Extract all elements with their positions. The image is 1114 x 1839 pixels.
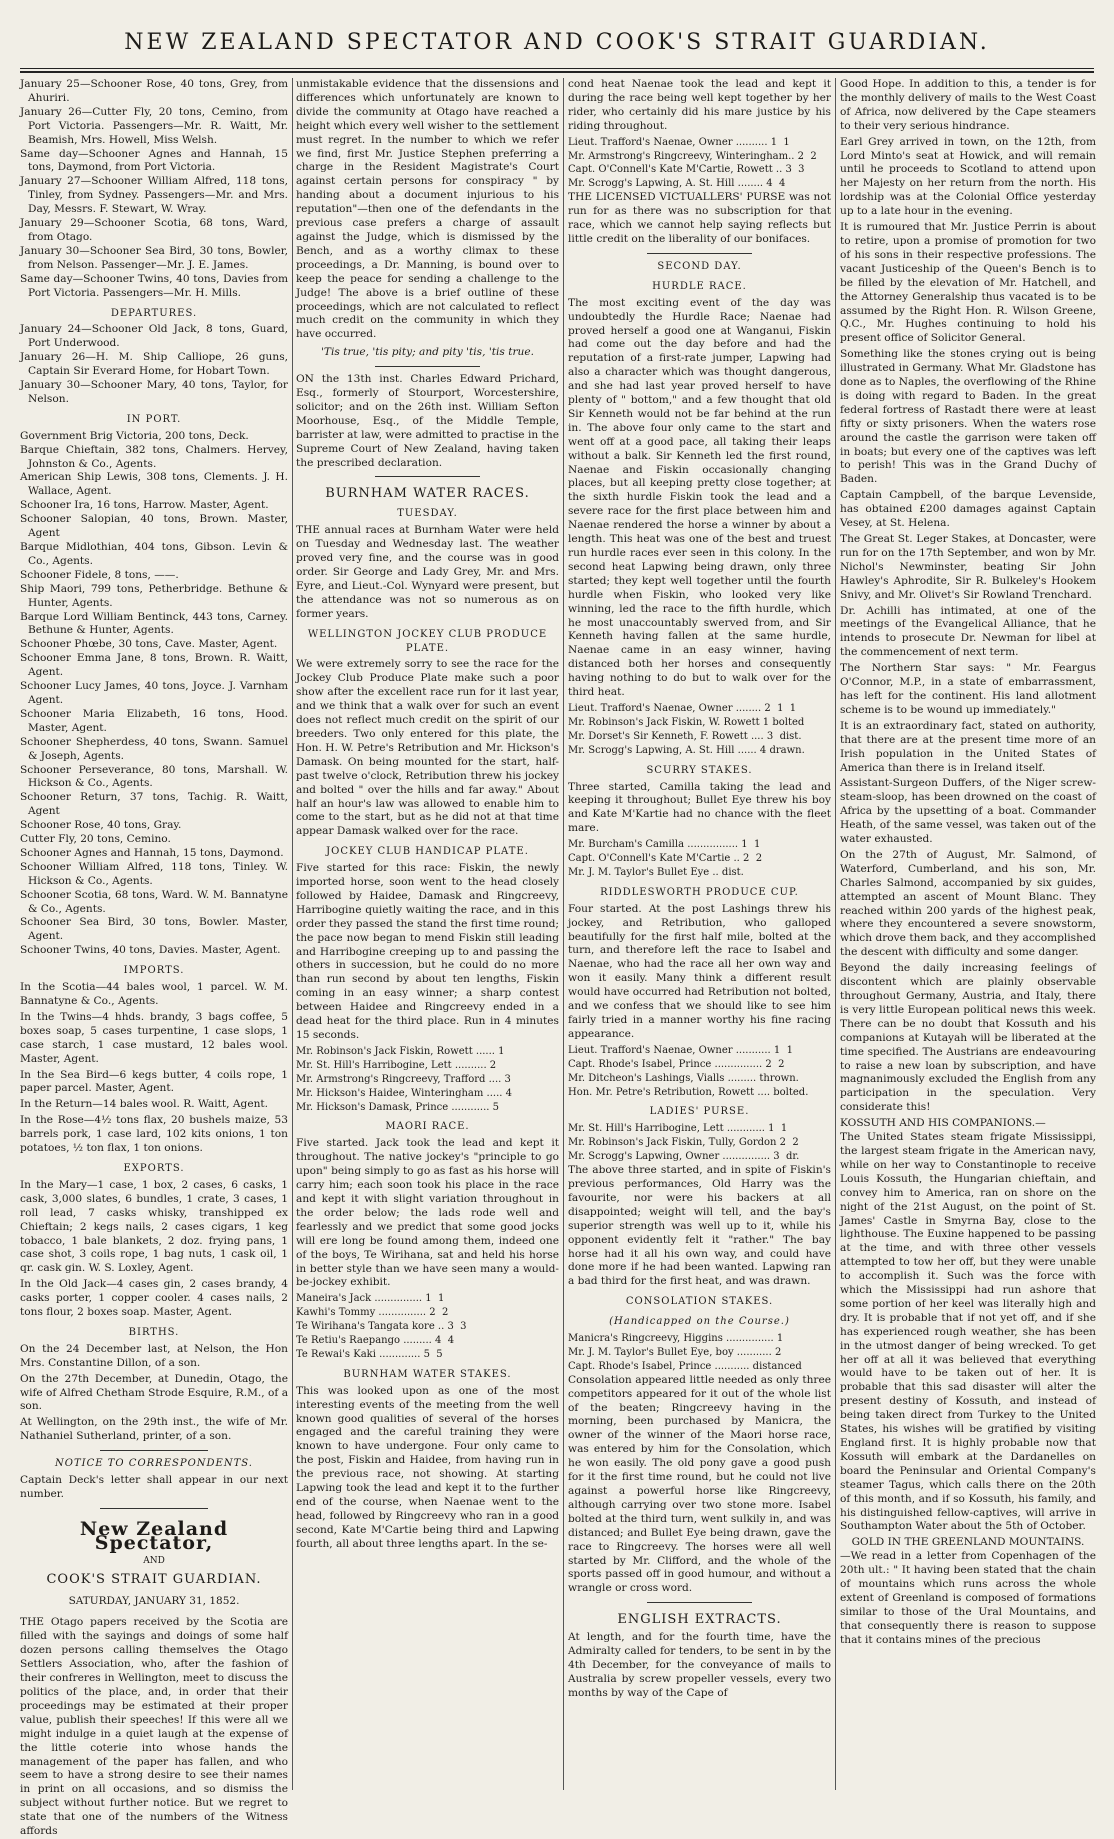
news-paragraph: Assistant-Surgeon Duffers, of the Niger screw-steam-sloop, has been drowned on the coast of Africa by the upsetting of a boat. Commander Heath, of the same vessel, was taken out of the water exhausted. xyxy=(840,777,1096,846)
import-entry: In the Sea Bird—6 kegs butter, 4 coils rope, 1 paper parcel. Master, Agent. xyxy=(20,1068,288,1095)
paper-nameplate: New Zealand Spectator, xyxy=(79,1517,229,1554)
shipping-entry: Schooner Phœbe, 30 tons, Cave. Master, Agent. xyxy=(20,638,278,651)
maori-race-heading: MAORI RACE. xyxy=(385,1121,470,1133)
section-divider xyxy=(375,366,480,367)
result-line: Lieut. Trafford's Naenae, Owner ........... 1 1 xyxy=(568,1044,793,1056)
shipping-entry: Barque Midlothian, 404 tons, Gibson. Levin & Co., Agents. xyxy=(20,541,288,567)
paper-nameplate-and: AND xyxy=(143,1555,165,1566)
handicap-text: Five started for this race: Fiskin, the newly imported horse, soon went to the head closely followed by Haidee, Damask and Ringcreevy, Harribogine quietly waiting the race, and in this order they passed the stand the first time round; the pace now began to mend Fiskin still leading and Harribogine creeping up to and passing the others in succession, but he could do no more than run second by about ten lengths, Fiskin coming in an easy winner; a sharp contest between Haidee and Ringcreevy ended in a dead heat for the third place. Run in 4 minutes 15 seconds. xyxy=(296,862,559,1041)
notice-text: Captain Deck's letter shall appear in our next number. xyxy=(20,1474,288,1500)
shipping-entry: Schooner Lucy James, 40 tons, Joyce. J. Varnham Agent. xyxy=(20,680,288,706)
produce-plate-text: We were extremely sorry to see the race for the Jockey Club Produce Plate make such a poor show after the excellent race run for it last year, and we think that a walk over for such an event does not reflect much credit on the spirit of our breeders. Two only entered for this plate, the Hon. H. W. Petre's Retribution and Mr. Hickson's Damask. On being mounted for the start, half-past twelve o'clock, Retribution threw his jockey and bolted " over the hills and far away." About half an hour's law was allowed to enable him to come to the start, but as he did not at that time appear Damask walked over for the race. xyxy=(296,658,559,838)
news-paragraph: It is an extraordinary fact, stated on authority, that there are at the present time more of an Irish population in the United States of America than there is in Ireland itself. xyxy=(840,719,1096,774)
import-entry: In the Return—14 bales wool. R. Waitt, Agent. xyxy=(20,1098,269,1111)
result-line: Capt. O'Connell's Kate M'Cartie, Rowett .. 3 3 xyxy=(568,164,805,176)
births-heading: BIRTHS. xyxy=(128,1326,180,1338)
shipping-entry: Government Brig Victoria, 200 tons, Deck. xyxy=(20,429,249,442)
shipping-entry: Barque Lord William Bentinck, 443 tons, Carney. Bethune & Hunter, Agents. xyxy=(20,610,288,637)
section-divider xyxy=(100,1508,207,1509)
result-line: Mr. J. M. Taylor's Bullet Eye .. dist. xyxy=(568,866,744,878)
imports-heading: IMPORTS. xyxy=(123,965,185,977)
issue-date: SATURDAY, JANUARY 31, 1852. xyxy=(68,1594,240,1607)
import-entry: In the Twins—4 hhds. brandy, 3 bags coffee, 5 boxes soap, 5 cases turpentine, 1 case slops, 1 case starch, 1 case mustard, 12 bales wool. Master, Agent. xyxy=(20,1010,288,1065)
result-line: Mr. Burcham's Camilla ................ 1 1 xyxy=(568,839,761,851)
column-2 xyxy=(296,78,559,1800)
scurry-heading: SCURRY STAKES. xyxy=(646,764,753,776)
result-line: Mr. Armstrong's Ringcreevy, Winteringham.. 2 2 xyxy=(568,150,817,162)
result-line: Maneira's Jack ............... 1 1 xyxy=(296,1293,445,1305)
shipping-entry: American Ship Lewis, 308 tons, Clements. J. H. Wallace, Agent. xyxy=(20,471,288,498)
hurdle-race-text: The most exciting event of the day was undoubtedly the Hurdle Race; Naenae had proved herself a good one at Wanganui, Fiskin had come out the day before and had the reputation of a first-rate jumper, Lapwing had also a character which was thought dangerous, and she had last year proved herself to have plenty of " bottom," and a few thought that old Sir Kenneth would not be far behind at the run in. The above four only came to the start and went off at a good pace, all taking their leaps without a balk. Sir Kenneth led the first round, Naenae and Fiskin occasionally changing places, but all keeping pretty close together; at the sixth hurdle Fiskin took the lead and a severe race for the first place between him and Naenae rendered the horse a winner by about a length. This heat was one of the best and truest run hurdle races ever seen in this colony. In the second heat Lapwing being drawn, only three started; they kept well together until the fourth hurdle when Fiskin, who looked very like winning, led the race to the fifth hurdle, which he most unaccountably swerved from, and Sir Kenneth having fallen at the same hurdle, Naenae came in an easy winner, having distanced both her horses and consequently having nothing to do but to walk over for the third heat. xyxy=(568,296,831,699)
races-heading: BURNHAM WATER RACES. xyxy=(325,486,530,502)
tuesday-heading: TUESDAY. xyxy=(397,508,458,520)
shipping-entry: Schooner Ira, 16 tons, Harrow. Master, Agent. xyxy=(20,499,269,512)
shipping-entry: January 26—H. M. Ship Calliope, 26 guns, Captain Sir Everard Home, for Hobart Town. xyxy=(20,351,288,378)
result-line: Mr. Hickson's Haidee, Winteringham ..... 4 xyxy=(296,1087,512,1099)
news-paragraph: The United States steam frigate Mississippi, the largest steam frigate in the American navy, while on her way to Constantinople to receive Louis Kossuth, the Hungarian chieftain, and convey him to America, ran on shore on the night of the 21st August, on the point of St. James' Castle in Smyrna Bay, close to the lighthouse. The Euxine happened to be passing at the time, and with three other vessels attempted to tow her off, but they were unable to accomplish it. Such was the force with which the Mississippi had run ashore that some portion of her keel was literally high and dry. It is probable that if not yet off, and if she has experienced rough weather, she has been in the utmost danger of being wrecked. To get her off at all it was believed that everything would have to be taken out of her. It is probable that this sad disaster will alter the present destiny of Kossuth, and instead of being taken direct from Turkey to the United States, his wishes will be gratified by visiting England first. It is highly probable now that Kossuth will embark at the Dardanelles on board the Peninsular and Oriental Company's steamer Tagus, which calls there on the 20th of this month, and if so Kossuth, his family, and his distinguished fellow-captives, will arrive in Southampton Water about the 5th of October. xyxy=(840,1131,1096,1533)
shipping-entry: Schooner Perseverance, 80 tons, Marshall. W. Hickson & Co., Agents. xyxy=(20,763,288,790)
consolation-subheading: (Handicapped on the Course.) xyxy=(609,1316,790,1328)
shipping-entry: Schooner Agnes and Hannah, 15 tons, Daymond. xyxy=(20,846,284,859)
in-port-heading: IN PORT. xyxy=(126,413,182,425)
exports-heading: EXPORTS. xyxy=(123,1162,185,1174)
stakes-heading: BURNHAM WATER STAKES. xyxy=(343,1368,512,1380)
birth-entry: On the 24 December last, at Nelson, the Hon Mrs. Constantine Dillon, of a son. xyxy=(20,1342,288,1369)
import-entry: In the Rose—4½ tons flax, 20 bushels maize, 53 barrels pork, 1 case lard, 102 kits onions, 1 ton potatoes, ½ ton flax, 1 ton onions. xyxy=(20,1114,288,1155)
quote-line: 'Tis true, 'tis pity; and pity 'tis, 'tis true. xyxy=(321,346,534,359)
produce-plate-heading: WELLINGTON JOCKEY CLUB PRODUCE PLATE. xyxy=(307,628,548,654)
masthead-rule-thick xyxy=(20,71,1094,73)
notice-heading: NOTICE TO CORRESPONDENTS. xyxy=(55,1458,253,1470)
shipping-entry: Barque Chieftain, 382 tons, Chalmers. Hervey, Johnston & Co., Agents. xyxy=(20,443,288,470)
result-line: Mr. Armstrong's Ringcreevy, Trafford .... 3 xyxy=(296,1073,511,1085)
english-extracts-heading: ENGLISH EXTRACTS. xyxy=(617,1612,782,1628)
maori-race-text: Five started. Jack took the lead and kept it throughout. The native jockey's "principle to go upon" being simply to go as fast as his horse will carry him; each soon took his place in the race and kept it with slight variation throughout in the order below; the lads rode well and fearlessly and we predict that some good jocks will ere long be found among them, indeed one of the boys, Te Wirihana, sat and held his horse in better style than we have seen many a would-be-jockey exhibit. xyxy=(296,1137,559,1289)
export-entry: In the Old Jack—4 cases gin, 2 cases brandy, 4 casks porter, 1 copper cooler. 4 cases nails, 2 tons flour, 2 boxes soap. Master, Agent. xyxy=(20,1278,288,1319)
masthead-rule xyxy=(20,68,1094,69)
result-line: Te Rewai's Kaki ............. 5 5 xyxy=(296,1348,443,1360)
result-line: Kawhi's Tommy ............... 2 2 xyxy=(296,1307,449,1319)
victuallers-purse: THE LICENSED VICTUALLERS' PURSE was not run for as there was no subscription for that race, which we cannot help saying reflects but little credit on the liberality of our bonifaces. xyxy=(568,191,831,245)
riddlesworth-heading: RIDDLESWORTH PRODUCE CUP. xyxy=(600,886,799,898)
shipping-entry: January 25—Schooner Rose, 40 tons, Grey, from Ahuriri. xyxy=(20,78,288,104)
shipping-entry: Schooner William Alfred, 118 tons, Tinley. W. Hickson & Co., Agents. xyxy=(20,860,288,887)
ladies-purse-heading: LADIES' PURSE. xyxy=(649,1106,750,1118)
news-paragraph: Good Hope. In addition to this, a tender is for the monthly delivery of mails to the West Coast of Africa, now delivered by the Cape steamers to their very serious hindrance. xyxy=(840,78,1096,132)
result-line: Hon. Mr. Petre's Retribution, Rowett .... bolted. xyxy=(568,1086,809,1098)
shipping-entry: Same day—Schooner Twins, 40 tons, Davies from Port Victoria. Passengers—Mr. H. Mills. xyxy=(20,272,288,299)
news-paragraph: Beyond the daily increasing feelings of discontent which are plainly observable throughout Germany, Austria, and Italy, there is very little European political news this week. There can be no doubt that Kossuth and his companions at Kutayah will be liberated at the time specified. The Austrians are endeavouring to raise a new loan by subscription, and have magnanimously excluded the English from any participation in the speculation. Very considerate this! xyxy=(840,962,1096,1114)
result-line: Mr. Dorset's Sir Kenneth, F. Rowett .... 3 dist. xyxy=(568,730,802,742)
shipping-entry: Schooner Rose, 40 tons, Gray. xyxy=(20,819,182,832)
departures-heading: DEPARTURES. xyxy=(110,307,198,319)
column-3 xyxy=(568,78,831,1800)
shipping-entry: January 26—Cutter Fly, 20 tons, Cemino, from Port Victoria. Passengers—Mr. R. Waitt, Mr. Beamish, Mrs. Howell, Miss Welsh. xyxy=(20,105,288,146)
consolation-heading: CONSOLATION STAKES. xyxy=(625,1296,774,1308)
section-divider xyxy=(647,1602,752,1603)
editorial-continued: unmistakable evidence that the dissensions and differences which unfortunately are known to divide the community at Otago have reached a height which every well wisher to the settlement must regret. In the number to which we refer we find, first Mr. Justice Stephen preferring a charge in the Resident Magistrate's Court against certain persons for conspiracy " by handing about a document injurious to his reputation"—then one of the defendants in the previous case prefers a charge of assault against the Judge, which is dismissed by the Bench, and as a worthy climax to these proceedings, a Dr. Manning, is bound over to keep the peace for sending a challenge to the Judge! The above is a brief outline of these proceedings, which are not calculated to reflect much credit on the community in which they have occurred. xyxy=(296,78,559,341)
column-4 xyxy=(840,78,1096,1800)
shipping-entry: Schooner Fidele, 8 tons, ——. xyxy=(20,568,179,581)
result-line: Mr. J. M. Taylor's Bullet Eye, boy ........... 2 xyxy=(568,1346,782,1358)
result-line: Capt. O'Connell's Kate M'Cartie .. 2 2 xyxy=(568,853,763,865)
result-line: Mr. Robinson's Jack Fiskin, Tully, Gordon 2 2 xyxy=(568,1137,799,1149)
shipping-entry: January 30—Schooner Mary, 40 tons, Taylor, for Nelson. xyxy=(20,379,288,405)
news-paragraph: The Northern Star says: " Mr. Feargus O'Connor, M.P., in a state of embarrassment, has left for the continent. His land allotment scheme is to be wound up immediately." xyxy=(840,662,1096,716)
result-line: Mr. Scrogg's Lapwing, Owner ............... 3 dr. xyxy=(568,1151,800,1163)
export-entry: In the Mary—1 case, 1 box, 2 cases, 6 casks, 1 cask, 3,000 slates, 6 bundles, 1 crate, 3 cases, 1 roll lead, 7 casks whisky, transhipped ex Chieftain; 2 kegs nails, 2 cases cigars, 1 keg tobacco, 1 bale blankets, 2 doz. frying pans, 1 case shot, 3 coils rope, 1 bag nuts, 1 cask oil, 1 qr. cask gin. W. S. Loxley, Agent. xyxy=(20,1178,288,1275)
news-paragraph: Something like the stones crying out is being illustrated in Germany. What Mr. Gladstone has done as to Naples, the overflowing of the Rhine is doing with regard to Baden. In the great federal fortress of Rastadt there were at least fifty or sixty prisoners. When the waters rose around the castle the garrison were taken off in boats; but every one of the captives was left to perish! This was in the Grand Duchy of Baden. xyxy=(840,348,1096,486)
column-divider xyxy=(835,78,836,1790)
handicap-heading: JOCKEY CLUB HANDICAP PLATE. xyxy=(326,846,529,858)
extracts-text: At length, and for the fourth time, have the Admiralty called for tenders, to be sent in by the 4th December, for the conveyance of mails to Australia by screw propeller vessels, every two months by way of the Cape of xyxy=(568,1631,831,1699)
editorial-text: THE Otago papers received by the Scotia are filled with the sayings and doings of some half dozen persons calling themselves the Otago Settlers Association, who, after the fashion of their confreres in Wellington, meet to discuss the politics of the place, and, in order that their proceedings may be estimated at their proper value, publish their speeches! If this were all we might indulge in a quiet laugh at the expense of the little coterie into whose hands the management of the paper has fallen, and who seem to have a strong desire to see their names in print on all occasions, and so dismiss the subject without further notice. But we regret to state that one of the numbers of the Witness affords xyxy=(20,1616,288,1838)
arrivals-list xyxy=(20,78,288,301)
shipping-entry: Schooner Emma Jane, 8 tons, Brown. R. Waitt, Agent. xyxy=(20,652,288,679)
result-line: Te Retiu's Raepango ......... 4 4 xyxy=(296,1335,455,1347)
result-line: Mr. Robinson's Jack Fiskin, W. Rowett 1 bolted xyxy=(568,716,805,728)
second-day-heading: SECOND DAY. xyxy=(657,260,742,272)
import-entry: In the Scotia—44 bales wool, 1 parcel. W. M. Bannatyne & Co., Agents. xyxy=(20,981,288,1007)
shipping-entry: January 29—Schooner Scotia, 68 tons, Ward, from Otago. xyxy=(20,217,288,243)
shipping-entry: Schooner Return, 37 tons, Tachig. R. Waitt, Agent xyxy=(20,791,288,818)
hurdle-race-heading: HURDLE RACE. xyxy=(652,280,747,292)
races-intro: THE annual races at Burnham Water were held on Tuesday and Wednesday last. The weather proved very fine, and the course was in good order. Sir George and Lady Grey, Mr. and Mrs. Eyre, and Lieut.-Col. Wynyard were present, but the attendance was not so numerous as on former years. xyxy=(296,524,559,620)
news-paragraph: —We read in a letter from Copenhagen of the 20th ult.: " It having been stated that the chain of mountains which runs across the whole extent of Greenland is composed of formations similar to those of the Ural Mountains, and that consequently there is reason to suppose that it contains mines of the precious xyxy=(840,1550,1096,1646)
result-line: Lieut. Trafford's Naenae, Owner .......... 1 1 xyxy=(568,136,790,148)
gold-lead: GOLD IN THE GREENLAND MOUNTAINS. xyxy=(851,1536,1085,1549)
shipping-entry: Same day—Schooner Agnes and Hannah, 15 tons, Daymond, from Port Victoria. xyxy=(20,147,288,174)
shipping-entry: January 24—Schooner Old Jack, 8 tons, Guard, Port Underwood. xyxy=(20,323,288,350)
result-line: Capt. Rhode's Isabel, Prince ............... 2 2 xyxy=(568,1058,785,1070)
paper-nameplate-guardian: COOK'S STRAIT GUARDIAN. xyxy=(46,1571,262,1587)
result-line: Lieut. Trafford's Naenae, Owner ........ 2 1 1 xyxy=(568,702,797,714)
masthead-title: NEW ZEALAND SPECTATOR AND COOK'S STRAIT GUARDIAN. xyxy=(124,30,990,55)
admission-notice: ON the 13th inst. Charles Edward Prichard, Esq., formerly of Stourport, Worcestershire, solicitor; and on the 26th inst. William Sefton Moorhouse, Esq., of the Middle Temple, barrister at law, were admitted to practise in the Supreme Court of New Zealand, having taken the prescribed declaration. xyxy=(296,373,559,469)
shipping-entry: January 27—Schooner William Alfred, 118 tons, Tinley, from Sydney. Passengers—Mr. and Mrs. Day, Messrs. F. Stewart, W. Wray. xyxy=(20,175,288,216)
birth-entry: At Wellington, on the 29th inst., the wife of Mr. Nathaniel Sutherland, printer, of a son. xyxy=(20,1416,288,1443)
shipping-entry: Ship Maori, 799 tons, Petherbridge. Bethune & Hunter, Agents. xyxy=(20,582,288,609)
consolation-text: Consolation appeared little needed as only three competitors appeared for it out of the whole list of the beaten; Ringcreevy having in the morning, been purchased by Manicra, the owner of the winner of the Maori horse race, was entered by him for the Consolation, which he won easily. The old pony gave a good push for it the first time round, but he could not live against a powerful horse like Ringcreevy, although carrying over two stone more. Isabel bolted at the third turn, went sulkily in, and was distanced; and Bullet Eye being drawn, gave the race to Ringcreevy. The horses were all well started by Mr. Clifford, and the whole of the sports passed off in good humour, and without a wrangle or cross word. xyxy=(568,1373,831,1595)
result-line: Mr. Scrogg's Lapwing, A. St. Hill ...... 4 drawn. xyxy=(568,744,805,756)
shipping-entry: Schooner Salopian, 40 tons, Brown. Master, Agent xyxy=(20,513,288,540)
news-paragraph: On the 27th of August, Mr. Salmond, of Waterford, Cumberland, and his son, Mr. Charles Salmond, accompanied by six guides, attempted an ascent of Mount Blanc. They reached within 200 yards of the highest peak, where they encountered a severe snowstorm, which drove them back, and they accomplished the descent with difficulty and some danger. xyxy=(840,848,1096,959)
result-line: Mr. St. Hill's Harribogine, Lett ............ 1 1 xyxy=(568,1123,788,1135)
stakes-continued: cond heat Naenae took the lead and kept it during the race being well kept together by her rider, who certainly did his mare justice by his riding throughout. xyxy=(568,78,831,132)
result-line: Mr. Robinson's Jack Fiskin, Rowett ...... 1 xyxy=(296,1045,505,1057)
stakes-text: This was looked upon as one of the most interesting events of the meeting from the well known good qualities of several of the horses engaged and the careful training they were known to have undergone. Four only came to the post, Fiskin and Haidee, from having run in the previous race, not showing. At starting Lapwing took the lead and kept it to the further end of the course, when Naenae went to the head, followed by Ringcreevy who ran in a good second, Kate M'Cartie being third and Lapwing fourth, all about three lengths apart. In the se- xyxy=(296,1384,559,1550)
result-line: Mr. Hickson's Damask, Prince ............ 5 xyxy=(296,1101,500,1113)
section-divider xyxy=(647,253,752,254)
result-line: Mr. Scrogg's Lapwing, A. St. Hill ........ 4 4 xyxy=(568,178,786,190)
scurry-text: Three started, Camilla taking the lead and keeping it throughout; Bullet Eye threw his boy and Kate M'Kartie had no chance with the fleet mare. xyxy=(568,780,831,835)
section-divider xyxy=(100,1450,207,1451)
shipping-entry: Schooner Maria Elizabeth, 16 tons, Hood. Master, Agent. xyxy=(20,707,288,734)
news-paragraph: Earl Grey arrived in town, on the 12th, from Lord Minto's seat at Howick, and will remain until he proceeds to Scotland to attend upon her Majesty on her return from the north. His lordship was at the Colonial Office yesterday up to a late hour in the evening. xyxy=(840,135,1096,218)
result-line: Capt. Rhode's Isabel, Prince ........... distanced xyxy=(568,1360,802,1372)
column-divider xyxy=(292,78,293,1790)
news-paragraph: Dr. Achilli has intimated, at one of the meetings of the Evangelical Alliance, that he intends to prosecute Dr. Newman for libel at the commencement of next term. xyxy=(840,604,1096,659)
news-paragraph: Captain Campbell, of the barque Levenside, has obtained £200 damages against Captain Vesey, at St. Helena. xyxy=(840,489,1096,530)
shipping-entry: January 30—Schooner Sea Bird, 30 tons, Bowler, from Nelson. Passenger—Mr. J. E. James. xyxy=(20,244,288,271)
column-1 xyxy=(20,78,289,1838)
shipping-entry: Schooner Shepherdess, 40 tons, Swann. Samuel & Joseph, Agents. xyxy=(20,735,288,762)
news-paragraph: The Great St. Leger Stakes, at Doncaster, were run for on the 17th September, and won by Mr. Nichol's Newminster, beating Sir John Hawley's Aphrodite, Sir R. Bulkeley's Hookem Snivy, and Mr. Olivet's Sir Rowland Trenchard. xyxy=(840,533,1096,601)
riddlesworth-text: Four started. At the post Lashings threw his jockey, and Retribution, who galloped beautifully for the first half mile, bolted at the turn, and therefore left the race to Isabel and Naenae, who had the race all her own way and won it easily. Many think a different result would have occurred had Retribution not bolted, and we confess that we should like to see him fairly tried in a manner worthy his fine racing appearance. xyxy=(568,902,831,1040)
birth-entry: On the 27th December, at Dunedin, Otago, the wife of Alfred Chetham Strode Esquire, R.M., of a son. xyxy=(20,1372,289,1413)
result-line: Manicra's Ringcreevy, Higgins ............... 1 xyxy=(568,1333,784,1345)
shipping-entry: Schooner Twins, 40 tons, Davies. Master, Agent. xyxy=(20,944,281,957)
section-divider xyxy=(375,476,480,477)
result-line: Mr. Ditcheon's Lashings, Vialls ......... thrown. xyxy=(568,1072,799,1084)
kossuth-lead: KOSSUTH AND HIS COMPANIONS.— xyxy=(840,1117,1046,1130)
shipping-entry: Cutter Fly, 20 tons, Cemino. xyxy=(20,833,171,846)
column-divider xyxy=(563,78,564,1790)
result-line: Mr. St. Hill's Harribogine, Lett .......... 2 xyxy=(296,1059,497,1071)
ladies-purse-text: The above three started, and in spite of Fiskin's previous performances, Old Harry was the favourite, nor were his backers at all disappointed; weight will tell, and the bay's superior strength was well up to it, while his opponent evidently felt it "rather." The bay horse had it all his own way, and could have done more if he had been wanted. Lapwing ran a bad third for the first heat, and was drawn. xyxy=(568,1164,831,1288)
result-line: Te Wirihana's Tangata kore .. 3 3 xyxy=(296,1321,467,1333)
shipping-entry: Schooner Scotia, 68 tons, Ward. W. M. Bannatyne & Co., Agents. xyxy=(20,888,288,915)
shipping-entry: Schooner Sea Bird, 30 tons, Bowler. Master, Agent. xyxy=(20,916,288,943)
news-paragraph: It is rumoured that Mr. Justice Perrin is about to retire, upon a promise of promotion for two of his sons in their respective professions. The vacant Justiceship of the Queen's Bench is to be filled by the elevation of Mr. Hatchell, and the Attorney Generalship thus vacated is to be assumed by the Right Hon. R. Wilson Greene, Q.C., Mr. Hughes continuing to hold his present office of Solicitor General. xyxy=(840,221,1096,345)
